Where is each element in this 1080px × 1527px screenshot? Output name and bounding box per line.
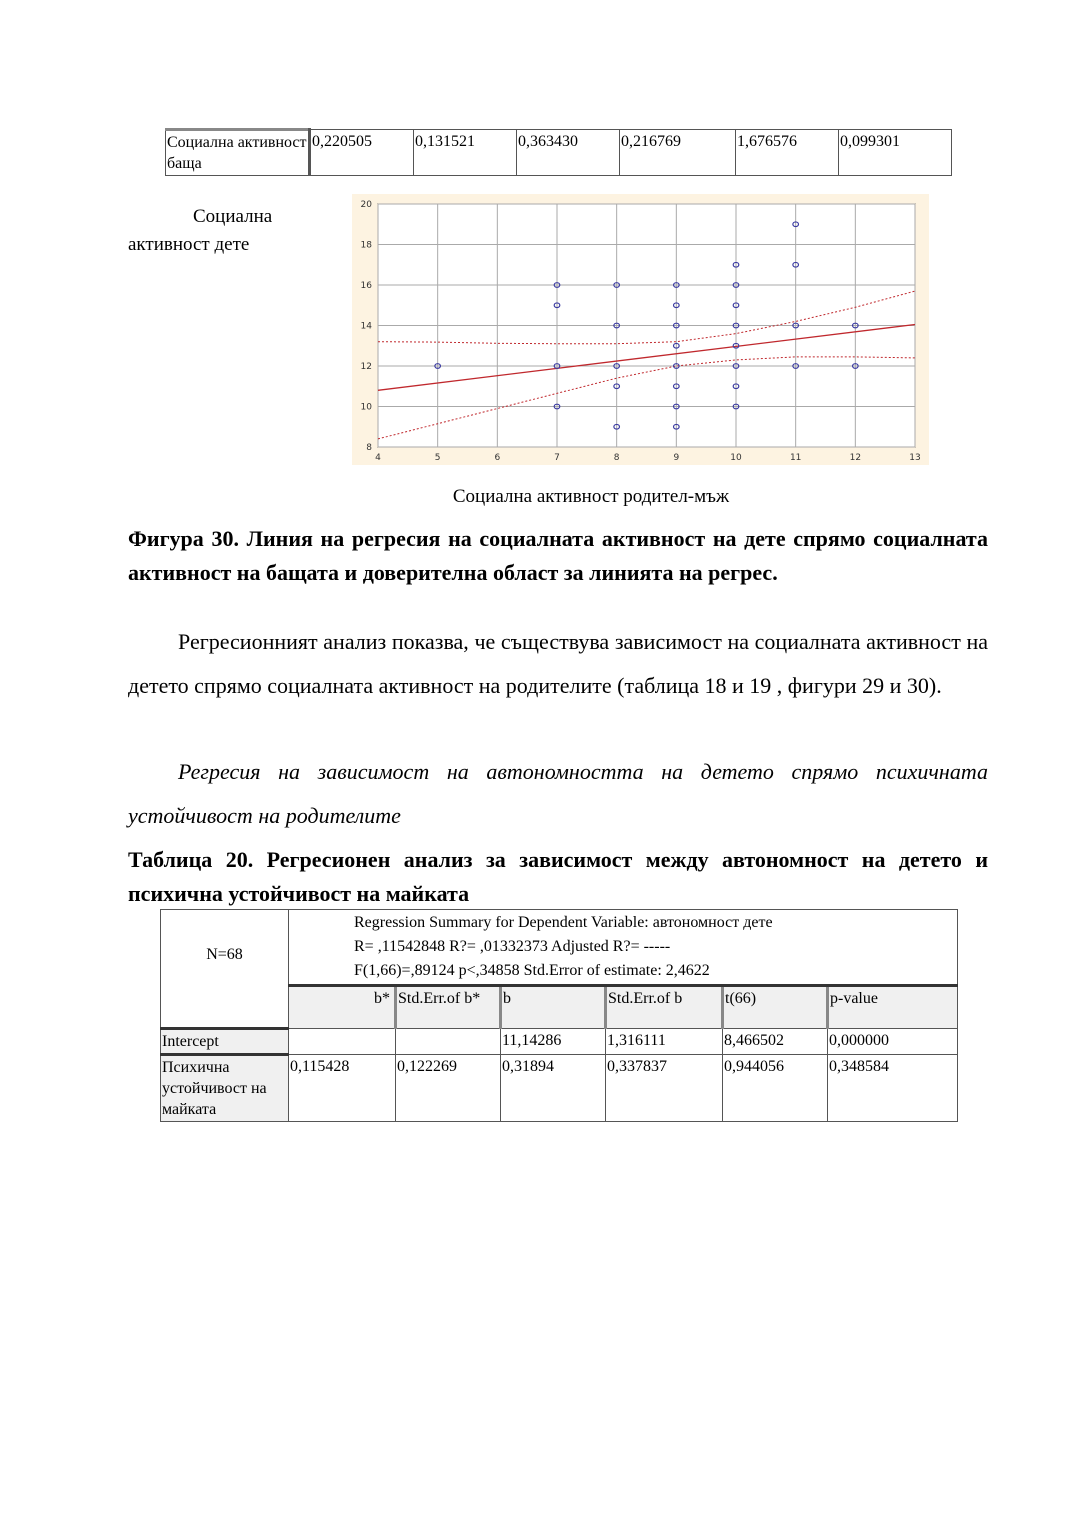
cell: 0,944056 [723, 1055, 828, 1122]
x-tick-label: 13 [909, 453, 921, 463]
summary-cell [289, 910, 958, 986]
figure-caption: Фигура 30. Линия на регресия на социалната активност на дете спрямо социалната активност на бащата и доверителна област за линията на регрес. [128, 526, 988, 585]
x-tick-label: 8 [613, 453, 620, 463]
y-tick-label: 18 [360, 240, 372, 251]
y-tick-label: 14 [360, 321, 372, 332]
row-label: Социална активност баща [166, 130, 310, 176]
x-tick-label: 11 [789, 453, 802, 463]
x-tick-label: 12 [849, 453, 862, 463]
y-tick-label: 12 [360, 362, 372, 372]
paragraph-text: Регресионният анализ показва, че съществува зависимост на социалната активност на детето спрямо социалната активност на родителите (таблица 18 и 19 , фигури 29 и 30). [128, 629, 988, 698]
table-row [161, 910, 958, 986]
cell: 0,31894 [501, 1055, 606, 1122]
column-header: t(66) [723, 986, 828, 1029]
cell [396, 1029, 501, 1055]
table-caption: Таблица 20. Регресионен анализ за зависимост между автономност на детето и психична устойчивост на майката [128, 847, 988, 906]
cell: 8,466502 [723, 1029, 828, 1055]
table-row [161, 1029, 958, 1055]
cell: 0,220505 [310, 130, 414, 176]
y-tick-label: 8 [366, 443, 372, 453]
cell: 0,131521 [414, 130, 517, 176]
regression-table-fragment [165, 128, 952, 176]
cell: 0,099301 [839, 130, 952, 176]
regression-summary-table [160, 909, 958, 1122]
y-tick-label: 20 [360, 200, 372, 210]
n-cell: N=68 [161, 910, 289, 1029]
row-label: Психична устойчивост на майката [161, 1055, 289, 1122]
cell: 0,122269 [396, 1055, 501, 1122]
heading-text: Регресия на зависимост на автономността на детето спрямо психичната устойчивост на родителите [128, 759, 988, 828]
body-paragraph [128, 620, 988, 708]
x-tick-label: 6 [494, 453, 501, 463]
cell: 1,676576 [736, 130, 839, 176]
y-tick-label: 16 [360, 281, 372, 291]
x-tick-label: 9 [673, 453, 680, 463]
cell: 0,216769 [620, 130, 736, 176]
cell: 0,000000 [828, 1029, 958, 1055]
column-header: b [501, 986, 606, 1029]
row-label: Intercept [161, 1029, 289, 1055]
x-tick-label: 4 [375, 453, 381, 463]
y-axis-label: Социална активност дете [128, 206, 273, 255]
cell: 11,14286 [501, 1029, 606, 1055]
section-heading-italic [128, 750, 988, 838]
summary-line: Regression Summary for Dependent Variable: автономност дете [354, 914, 773, 931]
summary-line: F(1,66)=,89124 p<,34858 Std.Error of estimate: 2,4622 [354, 962, 710, 979]
cell: 0,363430 [517, 130, 620, 176]
cell: 1,316111 [606, 1029, 723, 1055]
table-row [161, 1055, 958, 1122]
column-header: Std.Err.of b [606, 986, 723, 1029]
y-tick-label: 10 [360, 402, 372, 413]
x-tick-label: 10 [730, 453, 742, 463]
table-row [166, 130, 952, 176]
scatter-chart [352, 194, 929, 465]
column-header: p-value [828, 986, 958, 1029]
x-tick-label: 7 [554, 453, 560, 463]
column-header: b* [289, 986, 396, 1029]
x-tick-label: 5 [434, 453, 441, 463]
x-axis-label: Социална активност родител-мъж [452, 486, 730, 507]
summary-line: R= ,11542848 R?= ,01332373 Adjusted R?= ----- [354, 938, 671, 955]
cell: 0,337837 [606, 1055, 723, 1122]
cell [289, 1029, 396, 1055]
cell: 0,115428 [289, 1055, 396, 1122]
cell: 0,348584 [828, 1055, 958, 1122]
column-header: Std.Err.of b* [396, 986, 501, 1029]
